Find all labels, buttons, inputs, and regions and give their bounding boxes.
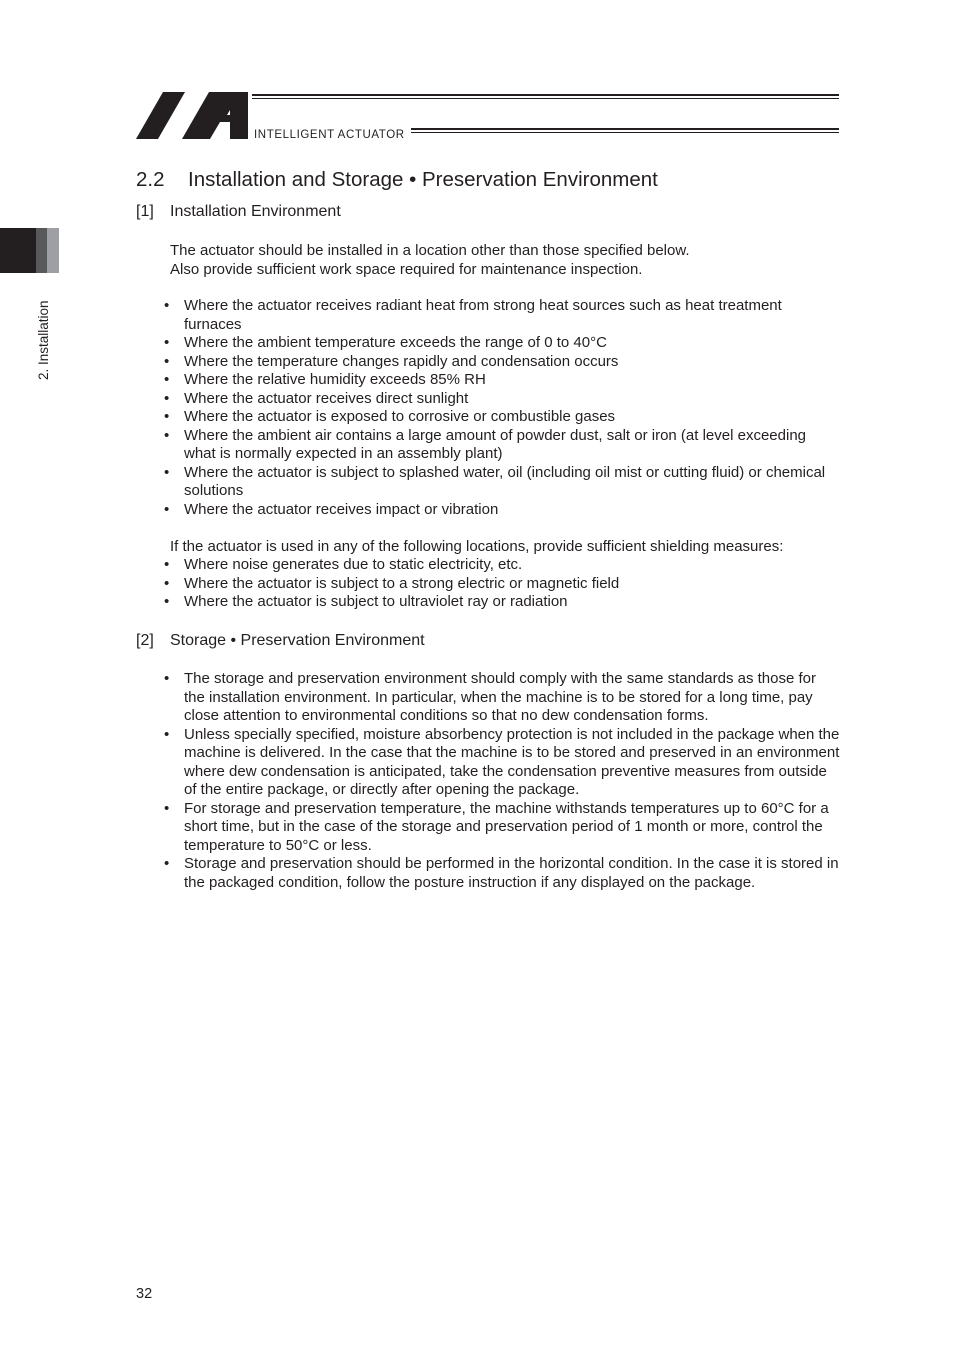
subsection-heading-storage <box>136 632 425 650</box>
installation-conditions-list <box>164 297 840 519</box>
list-item: • Where the relative humidity exceeds 85% RH <box>164 371 840 390</box>
list-item: • Where the temperature changes rapidly and condensation occurs <box>164 353 840 372</box>
list-item: • Where the actuator is subject to a strong electric or magnetic field <box>164 575 840 594</box>
subsection-title: Installation Environment <box>170 203 341 220</box>
header-logo <box>136 92 839 142</box>
subsection-heading-installation <box>136 203 341 221</box>
list-item: • Where the actuator receives impact or vibration <box>164 501 840 520</box>
section-title <box>136 168 658 192</box>
list-item: • Where the actuator receives radiant heat from strong heat sources such as heat treatment furnaces <box>164 297 840 334</box>
subsection-number: [1] <box>136 203 154 220</box>
iai-logo-icon <box>136 92 839 142</box>
list-item: • Where the ambient temperature exceeds the range of 0 to 40°C <box>164 334 840 353</box>
list-item: • Where the actuator is subject to ultraviolet ray or radiation <box>164 593 840 612</box>
list-item: • Where the actuator is subject to splashed water, oil (including oil mist or cutting fluid) or chemical solutions <box>164 464 840 501</box>
page-number: 32 <box>136 1286 153 1302</box>
installation-intro <box>170 242 850 279</box>
section-title-text: Installation and Storage • Preservation Environment <box>188 168 658 191</box>
shielding-intro: If the actuator is used in any of the following locations, provide sufficient shielding measures: <box>170 538 784 555</box>
list-item: • Where the ambient air contains a large amount of powder dust, salt or iron (at level exceeding what is normally expected in an assembly plant) <box>164 427 840 464</box>
list-item: • Storage and preservation should be performed in the horizontal condition. In the case it is stored in the packaged condition, follow the posture instruction if any displayed on the package. <box>164 855 840 892</box>
list-item: • For storage and preservation temperature, the machine withstands temperatures up to 60°C for a short time, but in the case of the storage and preservation period of 1 month or more, control the temperature to 50°C or less. <box>164 800 840 856</box>
list-item: • Unless specially specified, moisture absorbency protection is not included in the package when the machine is delivered. In the case that the machine is to be stored and preserved in an environment where dew condensation is anticipated, take the condensation preventive measures from outside of the entire package, or directly after opening the package. <box>164 726 840 800</box>
section-number: 2.2 <box>136 168 165 191</box>
chapter-side-tab <box>0 228 60 273</box>
subsection-title: Storage • Preservation Environment <box>170 632 425 649</box>
list-item: • Where the actuator receives direct sunlight <box>164 390 840 409</box>
intro-line: The actuator should be installed in a location other than those specified below. <box>170 242 690 259</box>
list-item: • Where noise generates due to static electricity, etc. <box>164 556 840 575</box>
chapter-side-label: 2. Installation <box>36 300 51 380</box>
shielding-conditions-list <box>164 556 840 612</box>
intro-line: Also provide sufficient work space required for maintenance inspection. <box>170 260 643 278</box>
list-item: • The storage and preservation environment should comply with the same standards as those for the installation environment. In particular, when the machine is to be stored for a long time, pay close attention to environmental conditions so that no dew condensation forms. <box>164 670 840 726</box>
storage-conditions-list <box>164 670 840 892</box>
subsection-number: [2] <box>136 632 154 649</box>
company-tagline: INTELLIGENT ACTUATOR <box>254 129 405 141</box>
list-item: • Where the actuator is exposed to corrosive or combustible gases <box>164 408 840 427</box>
